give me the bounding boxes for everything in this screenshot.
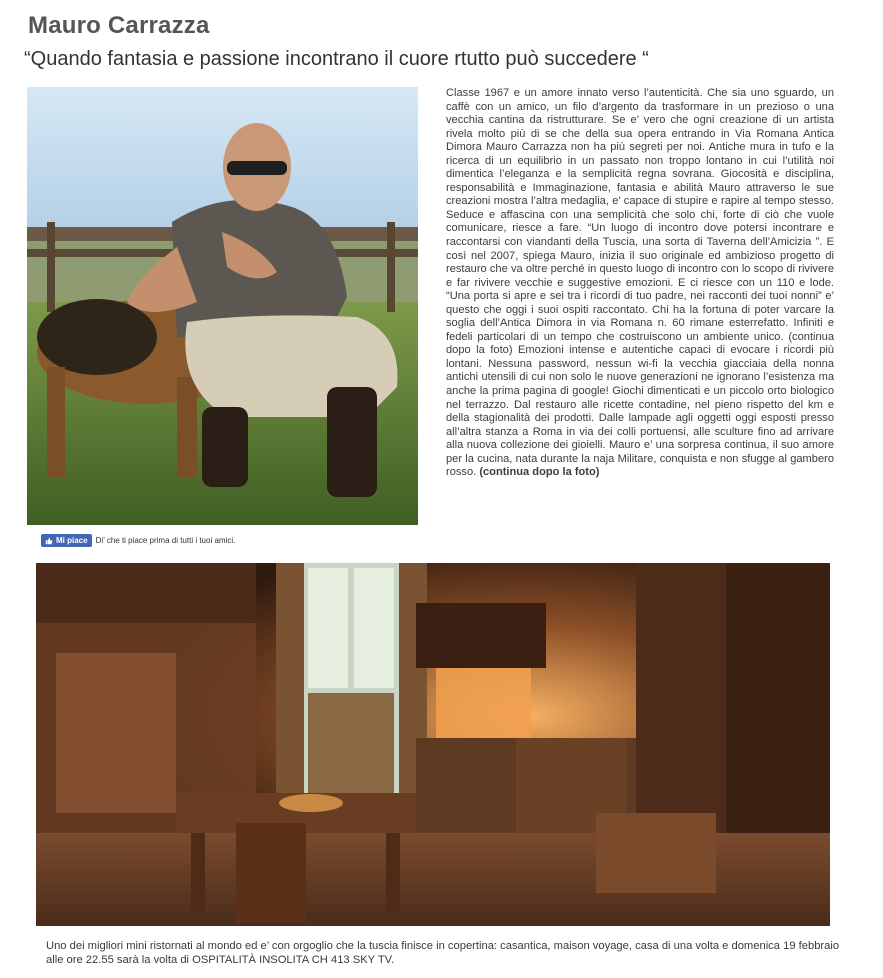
portrait-photo	[27, 87, 418, 525]
like-widget	[41, 534, 235, 547]
continue-link[interactable]: (continua dopo la foto)	[479, 466, 600, 479]
like-button-label: Mi piace	[56, 536, 88, 545]
article-title: Mauro Carrazza	[28, 12, 210, 39]
interior-photo	[36, 563, 830, 926]
like-button[interactable]	[41, 534, 92, 547]
thumbs-up-icon	[45, 537, 53, 545]
article-quote: “Quando fantasia e passione incontrano il cuore rtutto può succedere “	[24, 48, 649, 70]
photo-caption: Uno dei migliori mini ristornati al mondo ed e’ con orgoglio che la tuscia finisce in copertina: casantica, maison voyage, casa di una volta e domenica 19 febbraio alle ore 22.55 sarà la volta di OSPITALITÀ INSOLITA CH 413 SKY TV.	[46, 940, 840, 966]
article-body-text: Classe 1967 e un amore innato verso l’autenticità. Che sia uno sguardo, un caffè con un amico, un filo d’argento da trasformare in un prezioso o una vecchia cantina da ristrutturare. Se e’ vero che ogni creazione di un artista rivela molto più di se che della sua opera entrando in Via Romana Antica Dimora Mauro Carrazza non ha più segreti per noi. Antiche mura in tufo e la ricerca di un equilibrio in un passato non troppo lontano in cui l’utilità noi dimentica l’eleganza e la semplicità regna sovrana. Giocosità e disciplina, responsabilità e Immaginazione, fantasia e abilità Mauro attraverso le sue creazioni mostra l’altra medaglia, e’ capace di stupire e rapire al tempo stesso. Seduce e affascina con una semplicità che solo chi, forte di ciò che vuole comunicare, riesce a fare. “Un luogo di incontro dove potersi incontrare e raccontarsi con viandanti della Tuscia, una sorta di Taverna dell’Amicizia ”. E così nel 2007, spiega Mauro, inizia il suo originale ed ambizioso progetto di restauro che va oltre perché in questo luogo di incontro con lo scopo di rivivere e far rivivere vecchie e suggestive emozioni. E ci riesce con un 110 e lode. “Una porta si apre e sei tra i ricordi di tuo padre, nei racconti dei tuoi nonni” e’ questo che oggi i suoi ospiti raccontato. Chi ha la fortuna di poter varcare la soglia dell’Antica Dimora in via Romana n. 60 rimane esterrefatto. Infiniti e fedeli particolari di un tempo che costruiscono un ambiente unico. (continua dopo la foto) Emozioni intense e autentiche capaci di evocare i ricordi più lontani. Nessuna password, nessun wi-fi la vecchia giacciaia della nonna antichi utensili di cui non solo le nuove generazioni ne ignorano l’esistenza ma anche la prima pagina di google! Giochi dimenticati e un piccolo orto biologico nel terrazzo. Dal restauro alle ricette contadine, nel pieno rispetto del km e della stagionalità dei prodotti. Dalle lampade agli oggetti oggi esposti presso all’altra stanza a Roma in via dei colli portuensi, alle sculture fino ad arrivare alla nuova collezione dei gioielli. Mauro e’ una sorpresa continua, il suo amore per la cucina, nata durante la naja Militare, conquista e non sfugge al gambero rosso.	[446, 87, 834, 479]
article-body	[446, 87, 834, 480]
like-prompt: Di’ che ti piace prima di tutti i tuoi amici.	[95, 536, 236, 545]
